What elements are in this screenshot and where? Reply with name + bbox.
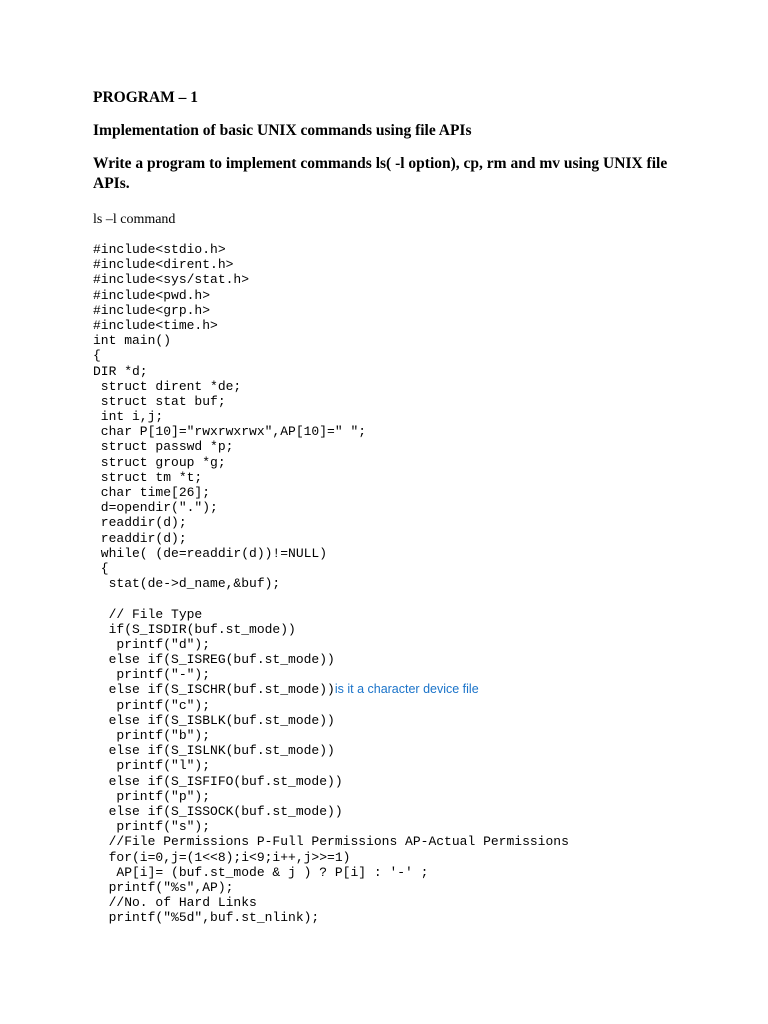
code-line [93, 758, 569, 773]
code-text: AP[i]= (buf.st_mode & j ) ? P[i] : '-' ; [93, 864, 429, 880]
code-line [93, 819, 569, 834]
code-line [93, 910, 569, 925]
code-text: //No. of Hard Links [93, 895, 257, 911]
code-line [93, 789, 569, 804]
code-line [93, 607, 569, 622]
code-line [93, 804, 569, 819]
code-line [93, 895, 569, 910]
code-text: struct passwd *p; [93, 439, 234, 455]
code-line [93, 713, 569, 728]
code-text: printf("%5d",buf.st_nlink); [93, 910, 320, 926]
code-line [93, 667, 569, 682]
code-line [93, 743, 569, 758]
code-line [93, 288, 569, 303]
code-line [93, 865, 569, 880]
code-line [93, 698, 569, 713]
code-line [93, 682, 569, 697]
code-line [93, 834, 569, 849]
code-line [93, 257, 569, 272]
section-label: ls –l command [93, 212, 176, 227]
code-line [93, 622, 569, 637]
code-line [93, 272, 569, 287]
code-text: { [93, 560, 109, 576]
code-line [93, 470, 569, 485]
code-line [93, 546, 569, 561]
code-line [93, 333, 569, 348]
code-line [93, 348, 569, 363]
code-text: else if(S_ISSOCK(buf.st_mode)) [93, 803, 343, 819]
code-line [93, 774, 569, 789]
code-line [93, 850, 569, 865]
code-text: else if(S_ISREG(buf.st_mode)) [93, 652, 335, 668]
code-text: printf("-"); [93, 667, 211, 683]
code-text: { [93, 348, 101, 364]
code-text: else if(S_ISLNK(buf.st_mode)) [93, 743, 335, 759]
margin-annotation: is it a character device file [334, 682, 479, 697]
code-line [93, 515, 569, 530]
code-text: #include<grp.h> [93, 302, 211, 318]
code-text: printf("l"); [93, 758, 211, 774]
code-line [93, 576, 569, 591]
code-text: printf("s"); [93, 819, 211, 835]
code-text: readdir(d); [93, 515, 187, 531]
code-line [93, 728, 569, 743]
code-text: stat(de->d_name,&buf); [93, 576, 281, 592]
code-line [93, 394, 569, 409]
code-line [93, 531, 569, 546]
code-text: printf("c"); [93, 697, 211, 713]
code-line [93, 591, 569, 606]
code-text: //File Permissions P-Full Permissions AP-Actual Permissions [93, 834, 569, 850]
code-text: d=opendir("."); [93, 500, 218, 516]
code-text: #include<pwd.h> [93, 287, 211, 303]
code-line [93, 242, 569, 257]
code-line [93, 409, 569, 424]
code-line [93, 455, 569, 470]
code-text: struct stat buf; [93, 393, 226, 409]
code-text: #include<sys/stat.h> [93, 272, 250, 288]
code-text: DIR *d; [93, 363, 148, 379]
code-text: #include<dirent.h> [93, 257, 234, 273]
code-text: else if(S_ISBLK(buf.st_mode)) [93, 712, 335, 728]
code-line [93, 652, 569, 667]
code-text: while( (de=readdir(d))!=NULL) [93, 545, 328, 561]
code-line [93, 637, 569, 652]
code-text: char time[26]; [93, 485, 211, 500]
code-text: #include<stdio.h> [93, 242, 226, 257]
code-line [93, 303, 569, 318]
code-text: printf("d"); [93, 636, 211, 652]
code-line [93, 880, 569, 895]
code-text: else if(S_ISFIFO(buf.st_mode)) [93, 773, 343, 789]
code-text: printf("%s",AP); [93, 879, 234, 895]
code-text: struct dirent *de; [93, 378, 242, 394]
code-text: if(S_ISDIR(buf.st_mode)) [93, 621, 296, 637]
code-line [93, 561, 569, 576]
code-text: int i,j; [93, 409, 164, 425]
code-listing [93, 242, 569, 925]
task-statement-line-2: APIs. [93, 175, 130, 192]
code-line [93, 439, 569, 454]
code-text: for(i=0,j=(1<<8);i<9;i++,j>>=1) [93, 849, 351, 865]
code-text: printf("b"); [93, 728, 211, 743]
program-title: PROGRAM – 1 [93, 89, 199, 106]
task-statement-line-1: Write a program to implement commands ls( -l option), cp, rm and mv using UNIX file [93, 155, 668, 172]
code-text: // File Type [93, 606, 203, 622]
code-text: #include<time.h> [93, 317, 218, 333]
code-line [93, 364, 569, 379]
code-text: printf("p"); [93, 788, 211, 804]
code-text: char P[10]="rwxrwxrwx",AP[10]=" "; [93, 424, 367, 440]
code-line [93, 318, 569, 333]
code-text: else if(S_ISCHR(buf.st_mode)) [93, 682, 335, 698]
code-line [93, 424, 569, 439]
code-text: int main() [93, 333, 172, 349]
implementation-title: Implementation of basic UNIX commands using file APIs [93, 122, 472, 139]
code-text: struct tm *t; [93, 469, 203, 485]
code-line [93, 500, 569, 515]
code-line [93, 485, 569, 500]
code-text: struct group *g; [93, 454, 226, 470]
code-line [93, 379, 569, 394]
code-text: readdir(d); [93, 530, 187, 546]
